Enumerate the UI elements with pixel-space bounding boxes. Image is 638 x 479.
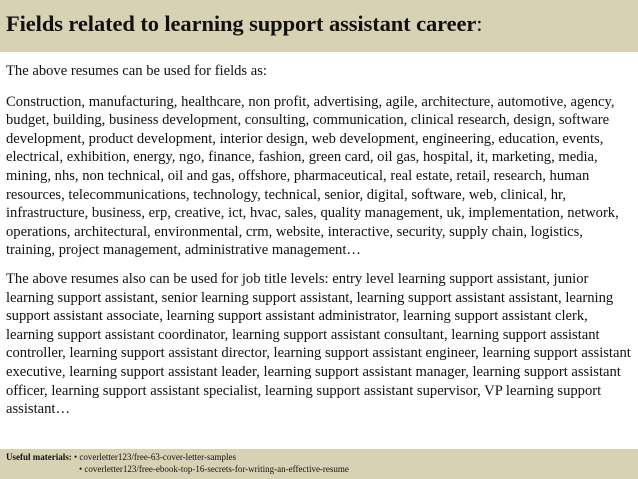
main-content [6, 62, 634, 419]
title-colon: : [476, 11, 483, 36]
fields-list: Construction, manufacturing, healthcare, non profit, advertising, agile, architecture, automotive, agency, budget, building, business development, consulting, communication, clinical research, design, software development, product development, interior design, web development, engineering, education, events, electrical, exhibition, energy, ngo, finance, fashion, green card, oil gas, hospital, it, marketing, media, mining, nhs, non technical, oil and gas, offshore, pharmaceutical, real estate, retail, research, human resources, telecommunications, technology, technical, senior, digital, software, web, clinical, hr, infrastructure, business, erp, creative, ict, hvac, sales, quality management, uk, implementation, network, operations, architectural, environmental, crm, website, interactive, security, supply chain, logistics, training, project management, administrative management… [6, 93, 619, 259]
footer-row-2 [6, 464, 638, 476]
footer-row-1 [6, 452, 638, 464]
job-titles-list: The above resumes also can be used for job title levels: entry level learning support assistant, junior learning support assistant, senior learning support assistant, learning support assistant assistant, learning support assistant associate, learning support assistant administrator, learning support assistant clerk, learning support assistant coordinator, learning support assistant consultant, learning support assistant controller, learning support assistant director, learning support assistant engineer, learning support assistant executive, learning support assistant leader, learning support assistant manager, learning support assistant officer, learning support assistant specialist, learning support assistant supervisor, VP learning support assistant… [6, 270, 631, 418]
page-title-text: Fields related to learning support assistant career [6, 11, 477, 36]
intro-text: The above resumes can be used for fields as: [6, 63, 267, 79]
footer [0, 449, 638, 479]
footer-label: Useful materials: [6, 452, 72, 462]
page-title [6, 11, 638, 37]
title-bar [0, 0, 638, 52]
footer-link-1[interactable]: • coverletter123/free-63-cover-letter-samples [73, 452, 236, 462]
footer-link-2[interactable]: • coverletter123/free-ebook-top-16-secrets-for-writing-an-effective-resume [79, 463, 349, 474]
